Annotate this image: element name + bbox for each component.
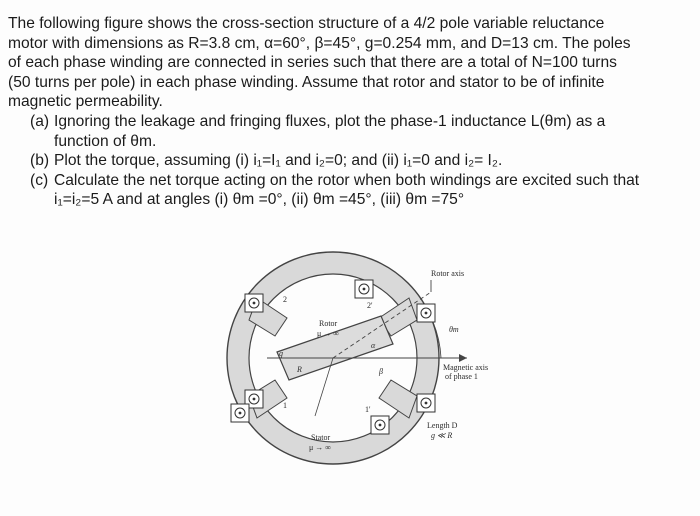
motor-diagram [205, 240, 505, 516]
part-b [8, 151, 692, 171]
rotor-label: Rotor [319, 319, 338, 328]
part-c-line-1: Calculate the net torque acting on the rotor when both windings are excited such that [54, 171, 640, 189]
winding-label-2-prime: 2' [367, 301, 373, 310]
coil-bottom-left [231, 404, 249, 422]
alpha-label: α [371, 341, 376, 350]
rotor-axis-label: Rotor axis [431, 269, 465, 278]
gap-condition-label: g ≪ R [431, 431, 453, 440]
part-a-line-2: function of θm. [54, 132, 157, 150]
motor-cross-section-figure [205, 240, 505, 516]
coil-right-upper [417, 304, 435, 322]
part-c [8, 171, 692, 191]
part-a [8, 112, 692, 132]
winding-label-2: 2 [283, 295, 287, 304]
coil-top-right [355, 280, 373, 298]
part-a-cont [8, 132, 692, 152]
problem-statement [8, 14, 692, 210]
part-b-line-1: Plot the torque, assuming (i) i₁=I₁ and i₂=0; and (ii) i₁=0 and i₂= I₂. [54, 152, 503, 170]
rotor-permeability: μ → ∞ [317, 329, 339, 338]
intro-line-4: (50 turns per pole) in each phase winding. Assume that rotor and stator to be of infinite [8, 73, 605, 91]
stator-permeability: μ → ∞ [309, 443, 331, 452]
intro-line-5: magnetic permeability. [8, 93, 163, 111]
part-b-label: (b) [30, 152, 50, 170]
part-a-label: (a) [30, 112, 50, 130]
intro-line-1: The following figure shows the cross-section structure of a 4/2 pole variable reluctance [8, 15, 605, 32]
winding-label-1-prime: 1' [365, 405, 371, 414]
radius-label: R [297, 365, 302, 374]
coil-top-left [245, 294, 263, 312]
magnetic-axis-label-1: Magnetic axis [443, 363, 489, 372]
theta-label: θm [449, 325, 459, 334]
part-c-cont [8, 190, 692, 210]
beta-label: β [379, 367, 383, 376]
coil-right-lower [417, 394, 435, 412]
length-label: Length D [427, 421, 458, 430]
magnetic-axis-arrow [459, 354, 467, 362]
stator-label: Stator [311, 433, 331, 442]
part-c-label: (c) [30, 171, 49, 189]
coil-bottom-right [371, 416, 389, 434]
gap-label: g [279, 349, 283, 358]
part-a-line-1: Ignoring the leakage and fringing fluxes, plot the phase-1 inductance L(θm) as a [54, 112, 606, 130]
winding-label-1: 1 [283, 401, 287, 410]
magnetic-axis-label-2: of phase 1 [445, 372, 478, 381]
intro-line-3: of each phase winding are connected in series such that there are a total of N=100 turns [8, 54, 617, 72]
intro-line-2: motor with dimensions as R=3.8 cm, α=60°, β=45°, g=0.254 mm, and D=13 cm. The poles [8, 34, 631, 52]
part-c-line-2: i₁=i₂=5 A and at angles (i) θm =0°, (ii) θm =45°, (iii) θm =75° [54, 191, 465, 209]
